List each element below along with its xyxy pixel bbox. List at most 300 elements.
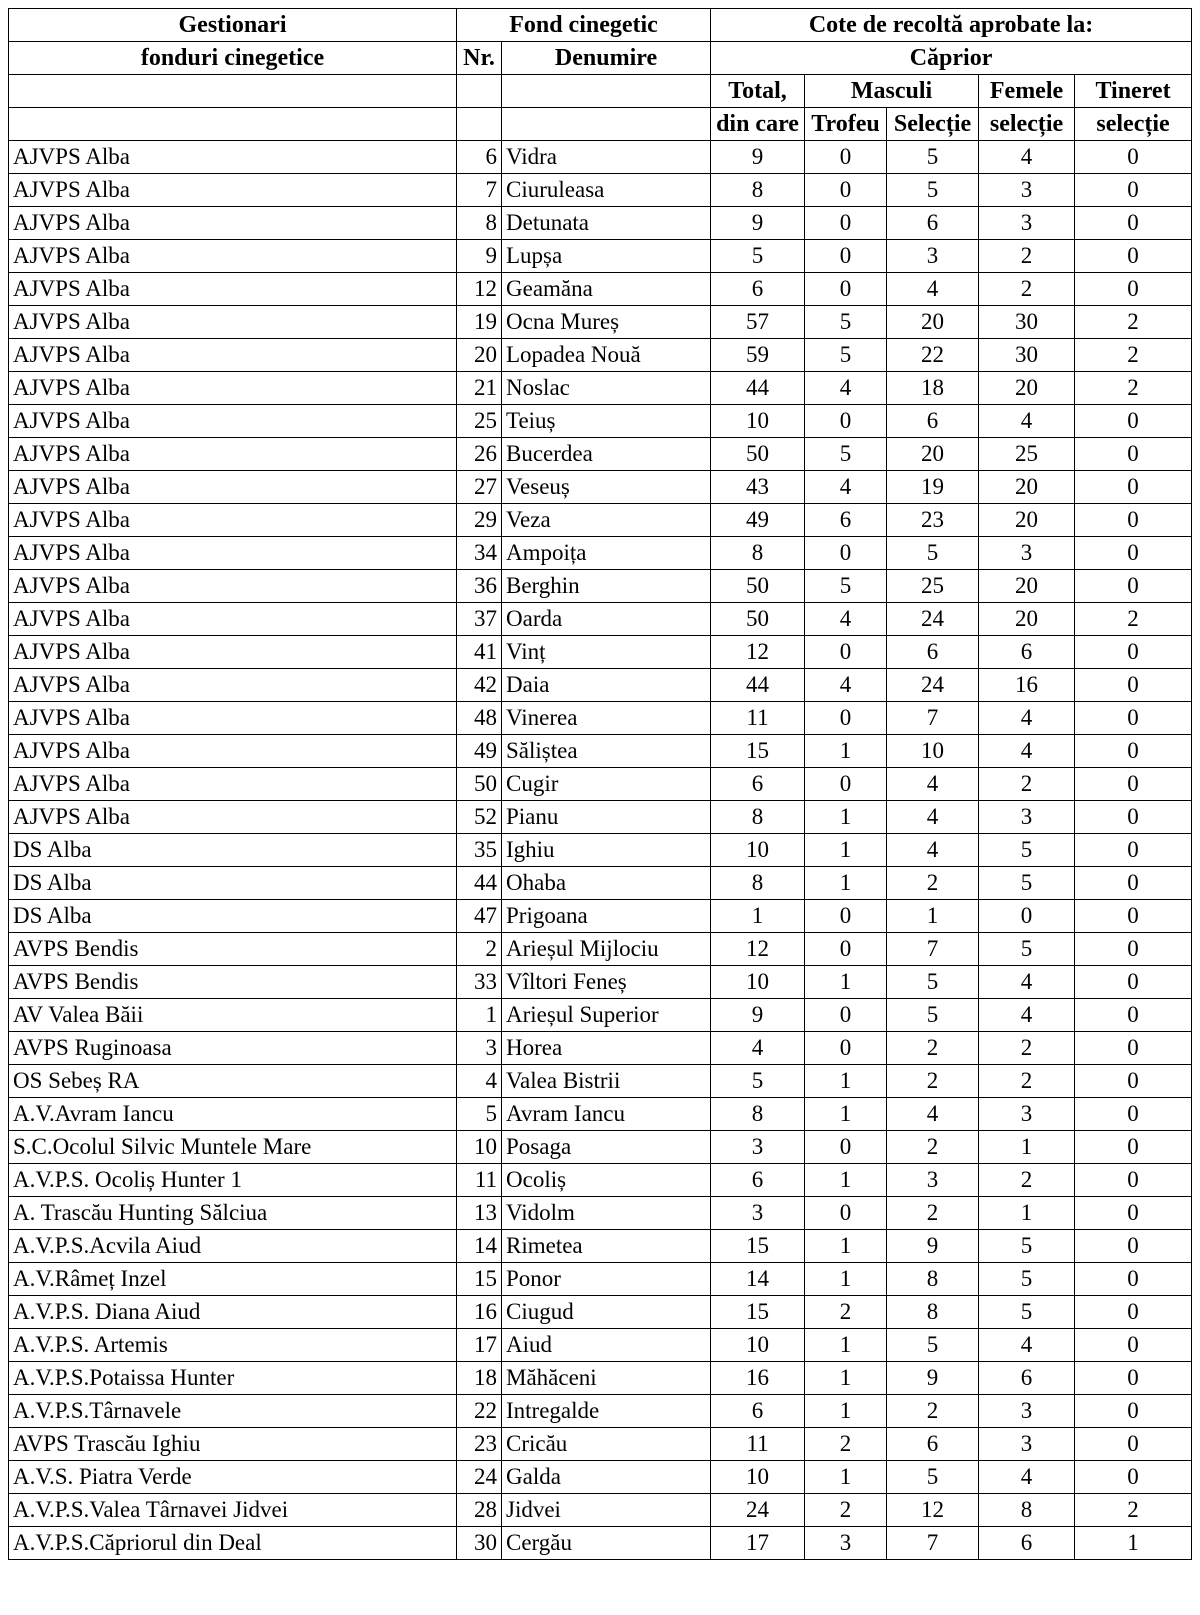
header-femele-line1: Femele (979, 75, 1075, 108)
cell-denumire: Pianu (502, 801, 711, 834)
cell-tineret: 0 (1075, 1065, 1192, 1098)
cell-tineret: 2 (1075, 1494, 1192, 1527)
cell-tineret: 0 (1075, 768, 1192, 801)
cell-femele: 20 (979, 471, 1075, 504)
cell-trofeu: 0 (805, 405, 887, 438)
cell-total: 11 (711, 1428, 805, 1461)
cell-trofeu: 1 (805, 1461, 887, 1494)
cell-trofeu: 1 (805, 1098, 887, 1131)
cell-nr: 34 (457, 537, 502, 570)
cell-gestionar: AJVPS Alba (9, 570, 457, 603)
cell-trofeu: 6 (805, 504, 887, 537)
cell-total: 16 (711, 1362, 805, 1395)
header-gestionari-line2: fonduri cinegetice (9, 42, 457, 75)
table-row (9, 867, 1192, 900)
cell-denumire: Măhăceni (502, 1362, 711, 1395)
cell-denumire: Veseuș (502, 471, 711, 504)
cell-total: 6 (711, 273, 805, 306)
table-row (9, 273, 1192, 306)
cell-denumire: Lupșa (502, 240, 711, 273)
cell-selectie: 2 (887, 1032, 979, 1065)
cell-total: 44 (711, 669, 805, 702)
cell-total: 59 (711, 339, 805, 372)
cell-nr: 27 (457, 471, 502, 504)
header-denumire: Denumire (502, 42, 711, 75)
cell-femele: 2 (979, 1032, 1075, 1065)
table-row (9, 537, 1192, 570)
table-row (9, 1032, 1192, 1065)
cell-femele: 4 (979, 999, 1075, 1032)
cell-tineret: 0 (1075, 537, 1192, 570)
cell-selectie: 2 (887, 1197, 979, 1230)
cell-gestionar: AJVPS Alba (9, 372, 457, 405)
cell-trofeu: 4 (805, 603, 887, 636)
cell-trofeu: 0 (805, 174, 887, 207)
table-row (9, 1131, 1192, 1164)
cell-selectie: 6 (887, 636, 979, 669)
cell-denumire: Ocoliș (502, 1164, 711, 1197)
cell-denumire: Prigoana (502, 900, 711, 933)
cell-denumire: Vidra (502, 141, 711, 174)
cell-femele: 3 (979, 174, 1075, 207)
header-total-line2: din care (711, 108, 805, 141)
cell-denumire: Ponor (502, 1263, 711, 1296)
cell-denumire: Berghin (502, 570, 711, 603)
cell-denumire: Ighiu (502, 834, 711, 867)
cell-nr: 52 (457, 801, 502, 834)
cell-total: 1 (711, 900, 805, 933)
cell-denumire: Jidvei (502, 1494, 711, 1527)
cell-tineret: 0 (1075, 174, 1192, 207)
cell-total: 50 (711, 438, 805, 471)
cell-nr: 47 (457, 900, 502, 933)
cell-gestionar: A.V.P.S. Artemis (9, 1329, 457, 1362)
cell-selectie: 6 (887, 207, 979, 240)
cell-denumire: Ohaba (502, 867, 711, 900)
harvest-quota-table (8, 8, 1192, 1560)
cell-selectie: 7 (887, 933, 979, 966)
cell-denumire: Arieșul Superior (502, 999, 711, 1032)
cell-total: 43 (711, 471, 805, 504)
table-row (9, 1527, 1192, 1560)
cell-femele: 3 (979, 1428, 1075, 1461)
cell-total: 50 (711, 603, 805, 636)
cell-gestionar: AJVPS Alba (9, 306, 457, 339)
table-row (9, 1461, 1192, 1494)
cell-gestionar: A.V.P.S.Acvila Aiud (9, 1230, 457, 1263)
cell-trofeu: 1 (805, 801, 887, 834)
cell-trofeu: 0 (805, 273, 887, 306)
cell-gestionar: AVPS Ruginoasa (9, 1032, 457, 1065)
cell-nr: 48 (457, 702, 502, 735)
cell-selectie: 4 (887, 1098, 979, 1131)
cell-femele: 4 (979, 405, 1075, 438)
header-empty (457, 75, 502, 108)
cell-nr: 2 (457, 933, 502, 966)
cell-femele: 5 (979, 933, 1075, 966)
cell-gestionar: OS Sebeș RA (9, 1065, 457, 1098)
header-trofeu: Trofeu (805, 108, 887, 141)
cell-gestionar: A.V.S. Piatra Verde (9, 1461, 457, 1494)
cell-nr: 49 (457, 735, 502, 768)
cell-femele: 6 (979, 636, 1075, 669)
cell-trofeu: 0 (805, 1131, 887, 1164)
cell-trofeu: 0 (805, 240, 887, 273)
cell-denumire: Ampoița (502, 537, 711, 570)
cell-denumire: Bucerdea (502, 438, 711, 471)
cell-trofeu: 5 (805, 306, 887, 339)
cell-femele: 3 (979, 801, 1075, 834)
document-page (8, 8, 1192, 1560)
cell-selectie: 4 (887, 768, 979, 801)
cell-tineret: 0 (1075, 504, 1192, 537)
cell-denumire: Noslac (502, 372, 711, 405)
table-row (9, 372, 1192, 405)
cell-denumire: Valea Bistrii (502, 1065, 711, 1098)
cell-nr: 24 (457, 1461, 502, 1494)
cell-tineret: 2 (1075, 306, 1192, 339)
header-masculi: Masculi (805, 75, 979, 108)
cell-trofeu: 0 (805, 141, 887, 174)
cell-selectie: 19 (887, 471, 979, 504)
cell-tineret: 0 (1075, 405, 1192, 438)
cell-denumire: Cergău (502, 1527, 711, 1560)
cell-selectie: 24 (887, 603, 979, 636)
cell-total: 5 (711, 240, 805, 273)
cell-selectie: 3 (887, 240, 979, 273)
cell-trofeu: 0 (805, 1032, 887, 1065)
cell-total: 10 (711, 1329, 805, 1362)
cell-tineret: 0 (1075, 438, 1192, 471)
table-row (9, 504, 1192, 537)
cell-total: 4 (711, 1032, 805, 1065)
cell-total: 10 (711, 1461, 805, 1494)
cell-femele: 1 (979, 1131, 1075, 1164)
cell-selectie: 4 (887, 834, 979, 867)
table-row (9, 471, 1192, 504)
cell-gestionar: AJVPS Alba (9, 537, 457, 570)
cell-femele: 25 (979, 438, 1075, 471)
cell-trofeu: 0 (805, 768, 887, 801)
table-row (9, 834, 1192, 867)
cell-trofeu: 0 (805, 999, 887, 1032)
cell-femele: 1 (979, 1197, 1075, 1230)
cell-denumire: Horea (502, 1032, 711, 1065)
cell-selectie: 6 (887, 1428, 979, 1461)
cell-denumire: Galda (502, 1461, 711, 1494)
cell-femele: 4 (979, 966, 1075, 999)
table-row (9, 768, 1192, 801)
cell-femele: 6 (979, 1527, 1075, 1560)
table-row (9, 1494, 1192, 1527)
cell-nr: 5 (457, 1098, 502, 1131)
table-row (9, 1065, 1192, 1098)
cell-femele: 2 (979, 240, 1075, 273)
cell-nr: 33 (457, 966, 502, 999)
cell-nr: 21 (457, 372, 502, 405)
cell-gestionar: S.C.Ocolul Silvic Muntele Mare (9, 1131, 457, 1164)
cell-tineret: 0 (1075, 1296, 1192, 1329)
cell-femele: 3 (979, 1395, 1075, 1428)
cell-tineret: 0 (1075, 1230, 1192, 1263)
table-row (9, 966, 1192, 999)
cell-femele: 4 (979, 735, 1075, 768)
cell-trofeu: 0 (805, 1197, 887, 1230)
cell-gestionar: AVPS Bendis (9, 966, 457, 999)
cell-gestionar: AJVPS Alba (9, 240, 457, 273)
cell-selectie: 8 (887, 1263, 979, 1296)
cell-tineret: 0 (1075, 273, 1192, 306)
cell-trofeu: 0 (805, 207, 887, 240)
cell-nr: 6 (457, 141, 502, 174)
table-row (9, 1329, 1192, 1362)
table-row (9, 636, 1192, 669)
cell-trofeu: 5 (805, 339, 887, 372)
cell-denumire: Avram Iancu (502, 1098, 711, 1131)
cell-nr: 50 (457, 768, 502, 801)
cell-trofeu: 2 (805, 1494, 887, 1527)
cell-tineret: 0 (1075, 1395, 1192, 1428)
cell-selectie: 9 (887, 1362, 979, 1395)
table-row (9, 933, 1192, 966)
cell-tineret: 0 (1075, 1362, 1192, 1395)
table-row (9, 1230, 1192, 1263)
cell-femele: 8 (979, 1494, 1075, 1527)
cell-trofeu: 1 (805, 1395, 887, 1428)
table-row (9, 702, 1192, 735)
cell-total: 9 (711, 141, 805, 174)
cell-denumire: Posaga (502, 1131, 711, 1164)
header-nr: Nr. (457, 42, 502, 75)
cell-total: 6 (711, 1164, 805, 1197)
cell-femele: 16 (979, 669, 1075, 702)
header-femele-line2: selecție (979, 108, 1075, 141)
cell-gestionar: A.V.P.S.Târnavele (9, 1395, 457, 1428)
cell-gestionar: A.V.P.S.Căpriorul din Deal (9, 1527, 457, 1560)
cell-selectie: 3 (887, 1164, 979, 1197)
header-empty (457, 108, 502, 141)
header-total-line1: Total, (711, 75, 805, 108)
cell-nr: 12 (457, 273, 502, 306)
cell-nr: 11 (457, 1164, 502, 1197)
cell-selectie: 2 (887, 1065, 979, 1098)
cell-femele: 4 (979, 1329, 1075, 1362)
table-row (9, 999, 1192, 1032)
cell-femele: 3 (979, 207, 1075, 240)
cell-selectie: 5 (887, 999, 979, 1032)
cell-selectie: 23 (887, 504, 979, 537)
table-row (9, 1098, 1192, 1131)
cell-selectie: 24 (887, 669, 979, 702)
cell-selectie: 5 (887, 1329, 979, 1362)
cell-trofeu: 3 (805, 1527, 887, 1560)
cell-denumire: Veza (502, 504, 711, 537)
cell-total: 17 (711, 1527, 805, 1560)
cell-gestionar: AJVPS Alba (9, 174, 457, 207)
table-row (9, 405, 1192, 438)
cell-trofeu: 1 (805, 1230, 887, 1263)
cell-selectie: 5 (887, 966, 979, 999)
table-row (9, 669, 1192, 702)
cell-tineret: 2 (1075, 372, 1192, 405)
table-row (9, 570, 1192, 603)
cell-total: 3 (711, 1197, 805, 1230)
cell-tineret: 1 (1075, 1527, 1192, 1560)
cell-nr: 16 (457, 1296, 502, 1329)
cell-trofeu: 0 (805, 702, 887, 735)
cell-selectie: 7 (887, 702, 979, 735)
cell-total: 6 (711, 768, 805, 801)
cell-tineret: 0 (1075, 834, 1192, 867)
cell-tineret: 0 (1075, 933, 1192, 966)
cell-trofeu: 2 (805, 1296, 887, 1329)
cell-tineret: 0 (1075, 1197, 1192, 1230)
cell-tineret: 0 (1075, 1461, 1192, 1494)
header-empty (9, 108, 457, 141)
table-row (9, 1263, 1192, 1296)
cell-nr: 26 (457, 438, 502, 471)
cell-total: 12 (711, 636, 805, 669)
header-tineret-line2: selecție (1075, 108, 1192, 141)
cell-total: 3 (711, 1131, 805, 1164)
cell-gestionar: AJVPS Alba (9, 702, 457, 735)
table-row (9, 1395, 1192, 1428)
table-row (9, 207, 1192, 240)
cell-nr: 17 (457, 1329, 502, 1362)
cell-denumire: Lopadea Nouă (502, 339, 711, 372)
cell-selectie: 18 (887, 372, 979, 405)
cell-gestionar: DS Alba (9, 900, 457, 933)
cell-trofeu: 1 (805, 1164, 887, 1197)
table-row (9, 603, 1192, 636)
cell-trofeu: 2 (805, 1428, 887, 1461)
cell-total: 57 (711, 306, 805, 339)
cell-denumire: Cricău (502, 1428, 711, 1461)
cell-denumire: Aiud (502, 1329, 711, 1362)
cell-total: 11 (711, 702, 805, 735)
cell-femele: 20 (979, 372, 1075, 405)
cell-gestionar: A.V.P.S. Diana Aiud (9, 1296, 457, 1329)
table-row (9, 735, 1192, 768)
cell-total: 24 (711, 1494, 805, 1527)
cell-total: 15 (711, 1296, 805, 1329)
cell-femele: 4 (979, 141, 1075, 174)
cell-femele: 4 (979, 702, 1075, 735)
cell-total: 9 (711, 207, 805, 240)
cell-gestionar: AJVPS Alba (9, 405, 457, 438)
cell-femele: 5 (979, 867, 1075, 900)
cell-gestionar: A.V.P.S. Ocoliș Hunter 1 (9, 1164, 457, 1197)
cell-trofeu: 1 (805, 966, 887, 999)
cell-selectie: 20 (887, 306, 979, 339)
cell-selectie: 5 (887, 1461, 979, 1494)
cell-tineret: 0 (1075, 1032, 1192, 1065)
cell-total: 44 (711, 372, 805, 405)
cell-gestionar: A.V.P.S.Potaissa Hunter (9, 1362, 457, 1395)
cell-denumire: Rimetea (502, 1230, 711, 1263)
cell-nr: 37 (457, 603, 502, 636)
cell-total: 9 (711, 999, 805, 1032)
cell-gestionar: AJVPS Alba (9, 471, 457, 504)
cell-selectie: 2 (887, 1395, 979, 1428)
cell-denumire: Vinerea (502, 702, 711, 735)
cell-trofeu: 0 (805, 900, 887, 933)
cell-gestionar: A. Trascău Hunting Sălciua (9, 1197, 457, 1230)
cell-nr: 42 (457, 669, 502, 702)
table-row (9, 801, 1192, 834)
cell-trofeu: 1 (805, 867, 887, 900)
table-row (9, 1197, 1192, 1230)
cell-nr: 3 (457, 1032, 502, 1065)
cell-femele: 2 (979, 1065, 1075, 1098)
cell-denumire: Teiuș (502, 405, 711, 438)
cell-total: 10 (711, 405, 805, 438)
cell-gestionar: AJVPS Alba (9, 141, 457, 174)
cell-total: 49 (711, 504, 805, 537)
cell-nr: 41 (457, 636, 502, 669)
cell-denumire: Ocna Mureș (502, 306, 711, 339)
table-row (9, 306, 1192, 339)
cell-selectie: 10 (887, 735, 979, 768)
cell-selectie: 25 (887, 570, 979, 603)
cell-femele: 20 (979, 570, 1075, 603)
cell-tineret: 0 (1075, 1428, 1192, 1461)
table-row (9, 900, 1192, 933)
table-row (9, 240, 1192, 273)
cell-gestionar: A.V.P.S.Valea Târnavei Jidvei (9, 1494, 457, 1527)
cell-denumire: Geamăna (502, 273, 711, 306)
cell-tineret: 0 (1075, 141, 1192, 174)
cell-denumire: Oarda (502, 603, 711, 636)
cell-nr: 28 (457, 1494, 502, 1527)
cell-total: 5 (711, 1065, 805, 1098)
cell-gestionar: DS Alba (9, 834, 457, 867)
cell-trofeu: 1 (805, 1329, 887, 1362)
cell-selectie: 9 (887, 1230, 979, 1263)
cell-total: 10 (711, 966, 805, 999)
cell-femele: 4 (979, 1461, 1075, 1494)
cell-gestionar: AV Valea Băii (9, 999, 457, 1032)
cell-nr: 14 (457, 1230, 502, 1263)
cell-gestionar: AJVPS Alba (9, 735, 457, 768)
table-body (9, 141, 1192, 1560)
cell-femele: 30 (979, 339, 1075, 372)
cell-tineret: 0 (1075, 999, 1192, 1032)
cell-denumire: Vîltori Feneș (502, 966, 711, 999)
cell-tineret: 0 (1075, 801, 1192, 834)
cell-selectie: 12 (887, 1494, 979, 1527)
cell-femele: 30 (979, 306, 1075, 339)
cell-denumire: Vidolm (502, 1197, 711, 1230)
cell-selectie: 5 (887, 174, 979, 207)
cell-selectie: 6 (887, 405, 979, 438)
header-empty (502, 75, 711, 108)
cell-denumire: Cugir (502, 768, 711, 801)
cell-selectie: 8 (887, 1296, 979, 1329)
cell-total: 8 (711, 174, 805, 207)
cell-gestionar: AJVPS Alba (9, 801, 457, 834)
cell-femele: 5 (979, 1263, 1075, 1296)
cell-tineret: 0 (1075, 900, 1192, 933)
cell-tineret: 0 (1075, 669, 1192, 702)
cell-tineret: 0 (1075, 240, 1192, 273)
cell-gestionar: AJVPS Alba (9, 768, 457, 801)
cell-total: 15 (711, 1230, 805, 1263)
cell-trofeu: 4 (805, 669, 887, 702)
cell-femele: 3 (979, 1098, 1075, 1131)
cell-tineret: 0 (1075, 471, 1192, 504)
cell-trofeu: 1 (805, 1065, 887, 1098)
